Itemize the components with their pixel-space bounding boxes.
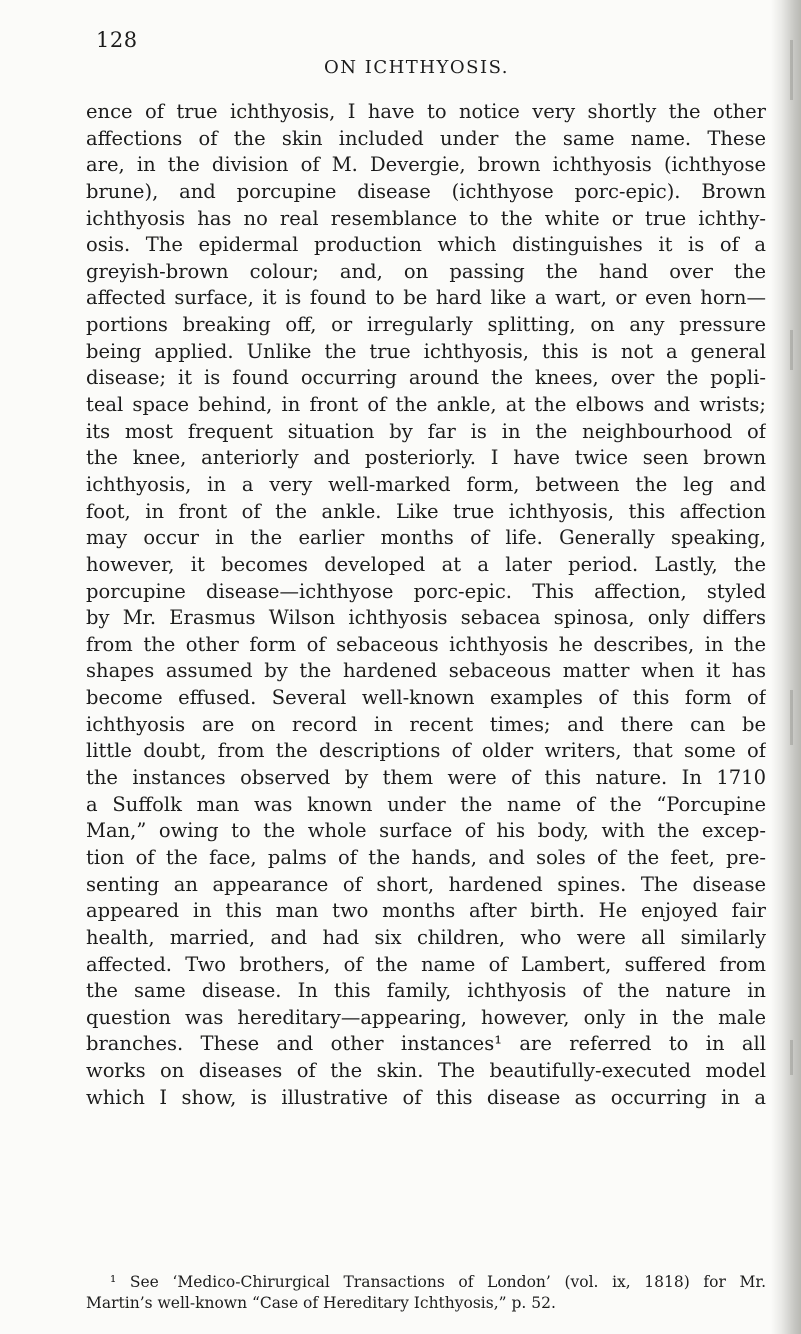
text-line: teal space behind, in front of the ankle, at the elbows and wrists; — [86, 393, 766, 417]
text-line: which I show, is illustrative of this disease as occurring in a — [86, 1085, 766, 1109]
text-line: a Suffolk man was known under the name of the “Porcupine — [86, 792, 766, 816]
text-line: ichthyosis are on record in recent times; and there can be — [86, 712, 766, 736]
text-line: brune), and porcupine disease (ichthyose porc-epic). Brown — [86, 179, 766, 203]
text-line: however, it becomes developed at a later period. Lastly, the — [86, 552, 766, 576]
text-line: tion of the face, palms of the hands, and soles of the feet, pre- — [86, 845, 766, 869]
edge-mark — [790, 1040, 793, 1075]
body-text — [86, 99, 766, 1111]
text-line: ichthyosis has no real resemblance to the white or true ichthy- — [86, 206, 766, 230]
text-line: by Mr. Erasmus Wilson ichthyosis sebacea spinosa, only differs — [86, 606, 766, 630]
text-line: osis. The epidermal production which distinguishes it is of a — [86, 233, 766, 257]
edge-mark — [790, 690, 793, 745]
text-line: become effused. Several well-known examples of this form of — [86, 686, 766, 710]
text-line: appeared in this man two months after birth. He enjoyed fair — [86, 899, 766, 923]
text-line: health, married, and had six children, who were all similarly — [86, 925, 766, 949]
text-line: affected. Two brothers, of the name of Lambert, suffered from — [86, 952, 766, 976]
text-line: are, in the division of M. Devergie, brown ichthyosis (ichthyose — [86, 153, 766, 177]
text-line: question was hereditary—appearing, however, only in the male — [86, 1005, 766, 1029]
text-line: the same disease. In this family, ichthyosis of the nature in — [86, 979, 766, 1003]
text-line: the instances observed by them were of this nature. In 1710 — [86, 766, 766, 790]
text-line: foot, in front of the ankle. Like true ichthyosis, this affection — [86, 499, 766, 523]
text-line: its most frequent situation by far is in the neighbourhood of — [86, 419, 766, 443]
text-line: ence of true ichthyosis, I have to notice very shortly the other — [86, 100, 766, 123]
text-line: senting an appearance of short, hardened spines. The disease — [86, 872, 766, 896]
text-line: branches. These and other instances¹ are referred to in all — [86, 1032, 766, 1056]
text-line: disease; it is found occurring around the knees, over the popli- — [86, 366, 766, 390]
text-line: porcupine disease—ichthyose porc-epic. This affection, styled — [86, 579, 766, 603]
footnotes — [86, 1272, 766, 1314]
text-line: portions breaking off, or irregularly splitting, on any pressure — [86, 313, 766, 337]
text-line: the knee, anteriorly and posteriorly. I have twice seen brown — [86, 446, 766, 470]
text-line: affected surface, it is found to be hard like a wart, or even horn— — [86, 286, 766, 310]
page-number: 128 — [96, 28, 138, 52]
footnote-line: ¹ See ‘Medico-Chirurgical Transactions of London’ (vol. ix, 1818) for Mr. — [110, 1273, 766, 1291]
text-line: affections of the skin included under the same name. These — [86, 126, 766, 150]
running-head: ON ICHTHYOSIS. — [324, 57, 510, 78]
text-line: ichthyosis, in a very well-marked form, between the leg and — [86, 472, 766, 496]
text-line: from the other form of sebaceous ichthyosis he describes, in the — [86, 632, 766, 656]
text-line: greyish-brown colour; and, on passing the hand over the — [86, 259, 766, 283]
text-line: Man,” owing to the whole surface of his body, with the excep- — [86, 819, 766, 843]
edge-mark — [790, 330, 793, 370]
text-line: being applied. Unlike the true ichthyosis, this is not a general — [86, 339, 766, 363]
text-line: works on diseases of the skin. The beautifully-executed model — [86, 1059, 766, 1083]
text-line: may occur in the earlier months of life. Generally speaking, — [86, 526, 766, 550]
text-line: little doubt, from the descriptions of older writers, that some of — [86, 739, 766, 763]
page-edge-shadow — [771, 0, 801, 1334]
text-line: shapes assumed by the hardened sebaceous matter when it has — [86, 659, 766, 683]
edge-mark — [790, 40, 793, 100]
footnote-line: Martin’s well-known “Case of Hereditary Ichthyosis,” p. 52. — [86, 1294, 556, 1312]
